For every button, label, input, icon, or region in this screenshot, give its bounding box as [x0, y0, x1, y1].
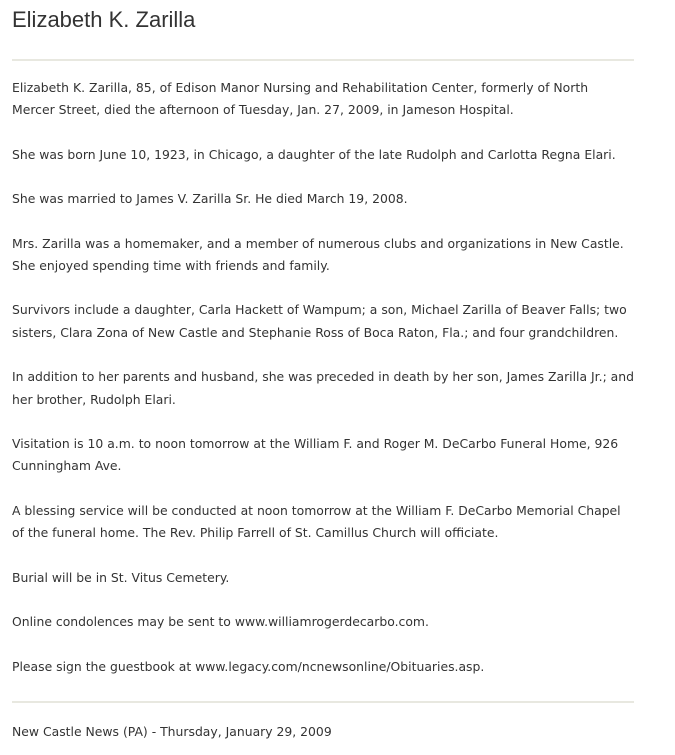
paragraph-survivors: Survivors include a daughter, Carla Hackett of Wampum; a son, Michael Zarilla of Beaver Falls; two sisters, Clara Zona of New Castle and Stephanie Ross of Boca Raton, Fla.; and four grandchildren. [12, 302, 627, 340]
bottom-divider [12, 701, 634, 703]
paragraph-visitation: Visitation is 10 a.m. to noon tomorrow at the William F. and Roger M. DeCarbo Funeral Home, 926 Cunningham Ave. [12, 436, 619, 474]
paragraph-death-notice: Elizabeth K. Zarilla, 85, of Edison Manor Nursing and Rehabilitation Center, formerly of North Mercer Street, died the afternoon of Tuesday, Jan. 27, 2009, in Jameson Hospital. [12, 80, 589, 118]
paragraph-preceded: In addition to her parents and husband, she was preceded in death by her son, James Zarilla Jr.; and her brother, Rudolph Elari. [12, 369, 634, 407]
source-footer: New Castle News (PA) - Thursday, January 29, 2009 [12, 724, 332, 739]
paragraph-burial: Burial will be in St. Vitus Cemetery. [12, 569, 230, 585]
paragraph-guestbook: Please sign the guestbook at www.legacy.com/ncnewsonline/Obituaries.asp. [12, 658, 485, 674]
paragraph-birth: She was born June 10, 1923, in Chicago, a daughter of the late Rudolph and Carlotta Regna Elari. [12, 146, 616, 162]
page-title: Elizabeth K. Zarilla [12, 7, 196, 32]
obituary-body [12, 77, 634, 700]
paragraph-service: A blessing service will be conducted at noon tomorrow at the William F. DeCarbo Memorial Chapel of the funeral home. The Rev. Philip Farrell of St. Camillus Church will officiate. [12, 502, 621, 541]
paragraph-marriage: She was married to James V. Zarilla Sr. He died March 19, 2008. [12, 191, 408, 207]
paragraph-life: Mrs. Zarilla was a homemaker, and a member of numerous clubs and organizations in New Castle. She enjoyed spending time with friends and family. [12, 235, 624, 274]
paragraph-condolences: Online condolences may be sent to www.williamrogerdecarbo.com. [12, 614, 429, 630]
top-divider [12, 59, 634, 61]
